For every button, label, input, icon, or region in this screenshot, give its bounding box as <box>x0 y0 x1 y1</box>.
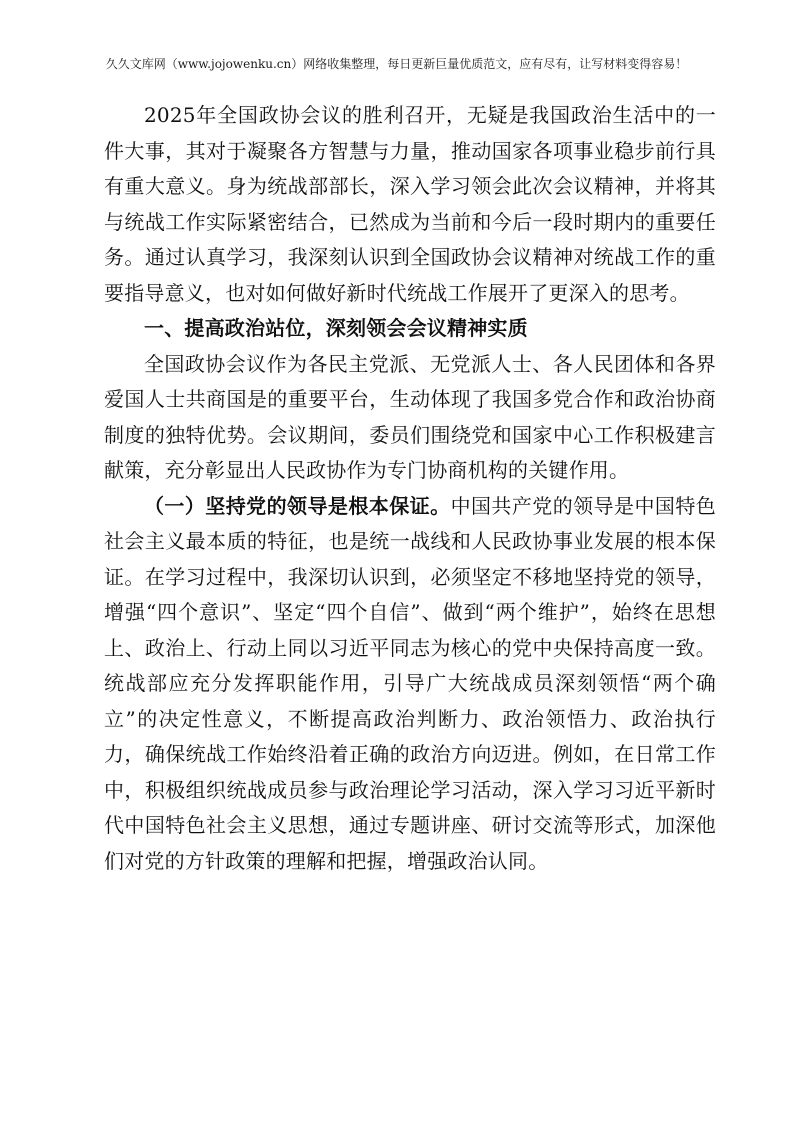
section-1-paragraph: 全国政协会议作为各民主党派、无党派人士、各人民团体和各界爱国人士共商国是的重要平台，生动体现了我国多党合作和政治协商制度的独特优势。会议期间，委员们围绕党和国家中心工作积极建言献策，充分彰显出人民政协作为专门协商机构的关键作用。 <box>104 351 716 482</box>
subsection-1-heading: （一）坚持党的领导是根本保证。 <box>144 493 451 518</box>
document-body <box>104 98 716 879</box>
subsection-1-body: 中国共产党的领导是中国特色社会主义最本质的特征，也是统一战线和人民政协事业发展的根本保证。在学习过程中，我深切认识到，必须坚定不移地坚持党的领导，增强“四个意识”、坚定“四个自信”、做到“两个维护”，始终在思想上、政治上、行动上同以习近平同志为核心的党中央保持高度一致。统战部应充分发挥职能作用，引导广大统战成员深刻领悟“两个确立”的决定性意义，不断提高政治判断力、政治领悟力、政治执行力，确保统战工作始终沿着正确的政治方向迈进。例如，在日常工作中，积极组织统战成员参与政治理论学习活动，深入学习习近平新时代中国特色社会主义思想，通过专题讲座、研讨交流等形式，加深他们对党的方针政策的理解和把握，增强政治认同。 <box>104 493 717 873</box>
section-heading-1: 一、提高政治站位，深刻领会会议精神实质 <box>144 316 528 340</box>
intro-paragraph: 2025年全国政协会议的胜利召开，无疑是我国政治生活中的一件大事，其对于凝聚各方智慧与力量，推动国家各项事业稳步前行具有重大意义。身为统战部部长，深入学习领会此次会议精神，并将其与统战工作实际紧密结合，已然成为当前和今后一段时期内的重要任务。通过认真学习，我深刻认识到全国政协会议精神对统战工作的重要指导意义，也对如何做好新时代统战工作展开了更深入的思考。 <box>104 103 716 305</box>
page-header: 久久文库网（www.jojowenku.cn）网络收集整理，每日更新巨量优质范文，应有尽有，让写材料变得容易！ <box>105 57 688 71</box>
subsection-1-paragraph <box>104 489 716 880</box>
